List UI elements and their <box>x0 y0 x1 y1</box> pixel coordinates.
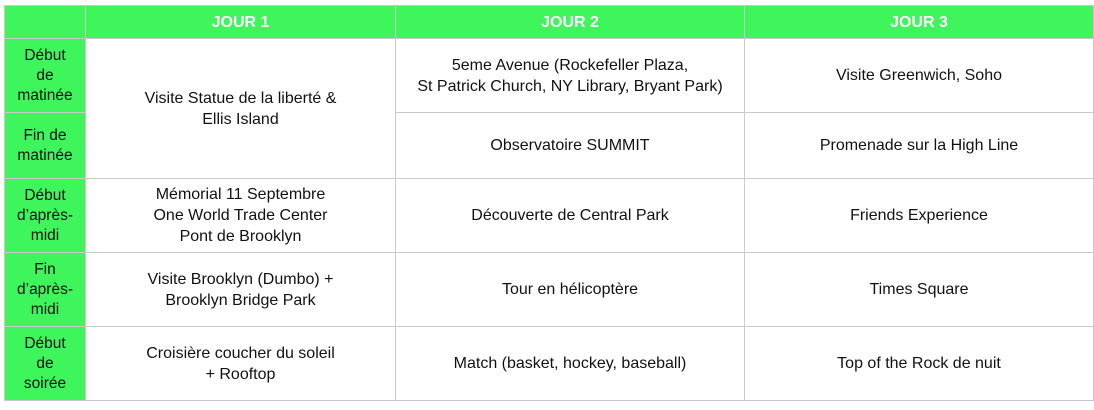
cell-j3-debut-soiree: Top of the Rock de nuit <box>745 327 1094 401</box>
corner-cell <box>5 6 86 39</box>
header-row <box>5 6 1094 39</box>
cell-j2-debut-soiree: Match (basket, hockey, baseball) <box>396 327 745 401</box>
table-row <box>5 327 1094 401</box>
header-day-3: JOUR 3 <box>745 6 1094 39</box>
row-label-debut-apres-midi: Début d’après- midi <box>5 179 86 253</box>
cell-j3-fin-matinee: Promenade sur la High Line <box>745 113 1094 179</box>
cell-j3-debut-matinee: Visite Greenwich, Soho <box>745 39 1094 113</box>
cell-j1-debut-apres-midi: Mémorial 11 Septembre One World Trade Center Pont de Brooklyn <box>86 179 396 253</box>
cell-j1-matinee: Visite Statue de la liberté & Ellis Island <box>86 39 396 179</box>
cell-j2-debut-matinee: 5eme Avenue (Rockefeller Plaza, St Patrick Church, NY Library, Bryant Park) <box>396 39 745 113</box>
row-label-debut-matinee: Début de matinée <box>5 39 86 113</box>
table-row <box>5 253 1094 327</box>
cell-j2-fin-matinee: Observatoire SUMMIT <box>396 113 745 179</box>
table-row <box>5 39 1094 113</box>
cell-j2-fin-apres-midi: Tour en hélicoptère <box>396 253 745 327</box>
cell-j3-fin-apres-midi: Times Square <box>745 253 1094 327</box>
row-label-debut-soiree: Début de soirée <box>5 327 86 401</box>
table-row <box>5 179 1094 253</box>
header-day-2: JOUR 2 <box>396 6 745 39</box>
cell-j2-debut-apres-midi: Découverte de Central Park <box>396 179 745 253</box>
row-label-fin-apres-midi: Fin d’après- midi <box>5 253 86 327</box>
cell-j3-debut-apres-midi: Friends Experience <box>745 179 1094 253</box>
cell-j1-fin-apres-midi: Visite Brooklyn (Dumbo) + Brooklyn Bridge Park <box>86 253 396 327</box>
header-day-1: JOUR 1 <box>86 6 396 39</box>
itinerary-table <box>4 5 1094 401</box>
cell-j1-debut-soiree: Croisière coucher du soleil + Rooftop <box>86 327 396 401</box>
row-label-fin-matinee: Fin de matinée <box>5 113 86 179</box>
